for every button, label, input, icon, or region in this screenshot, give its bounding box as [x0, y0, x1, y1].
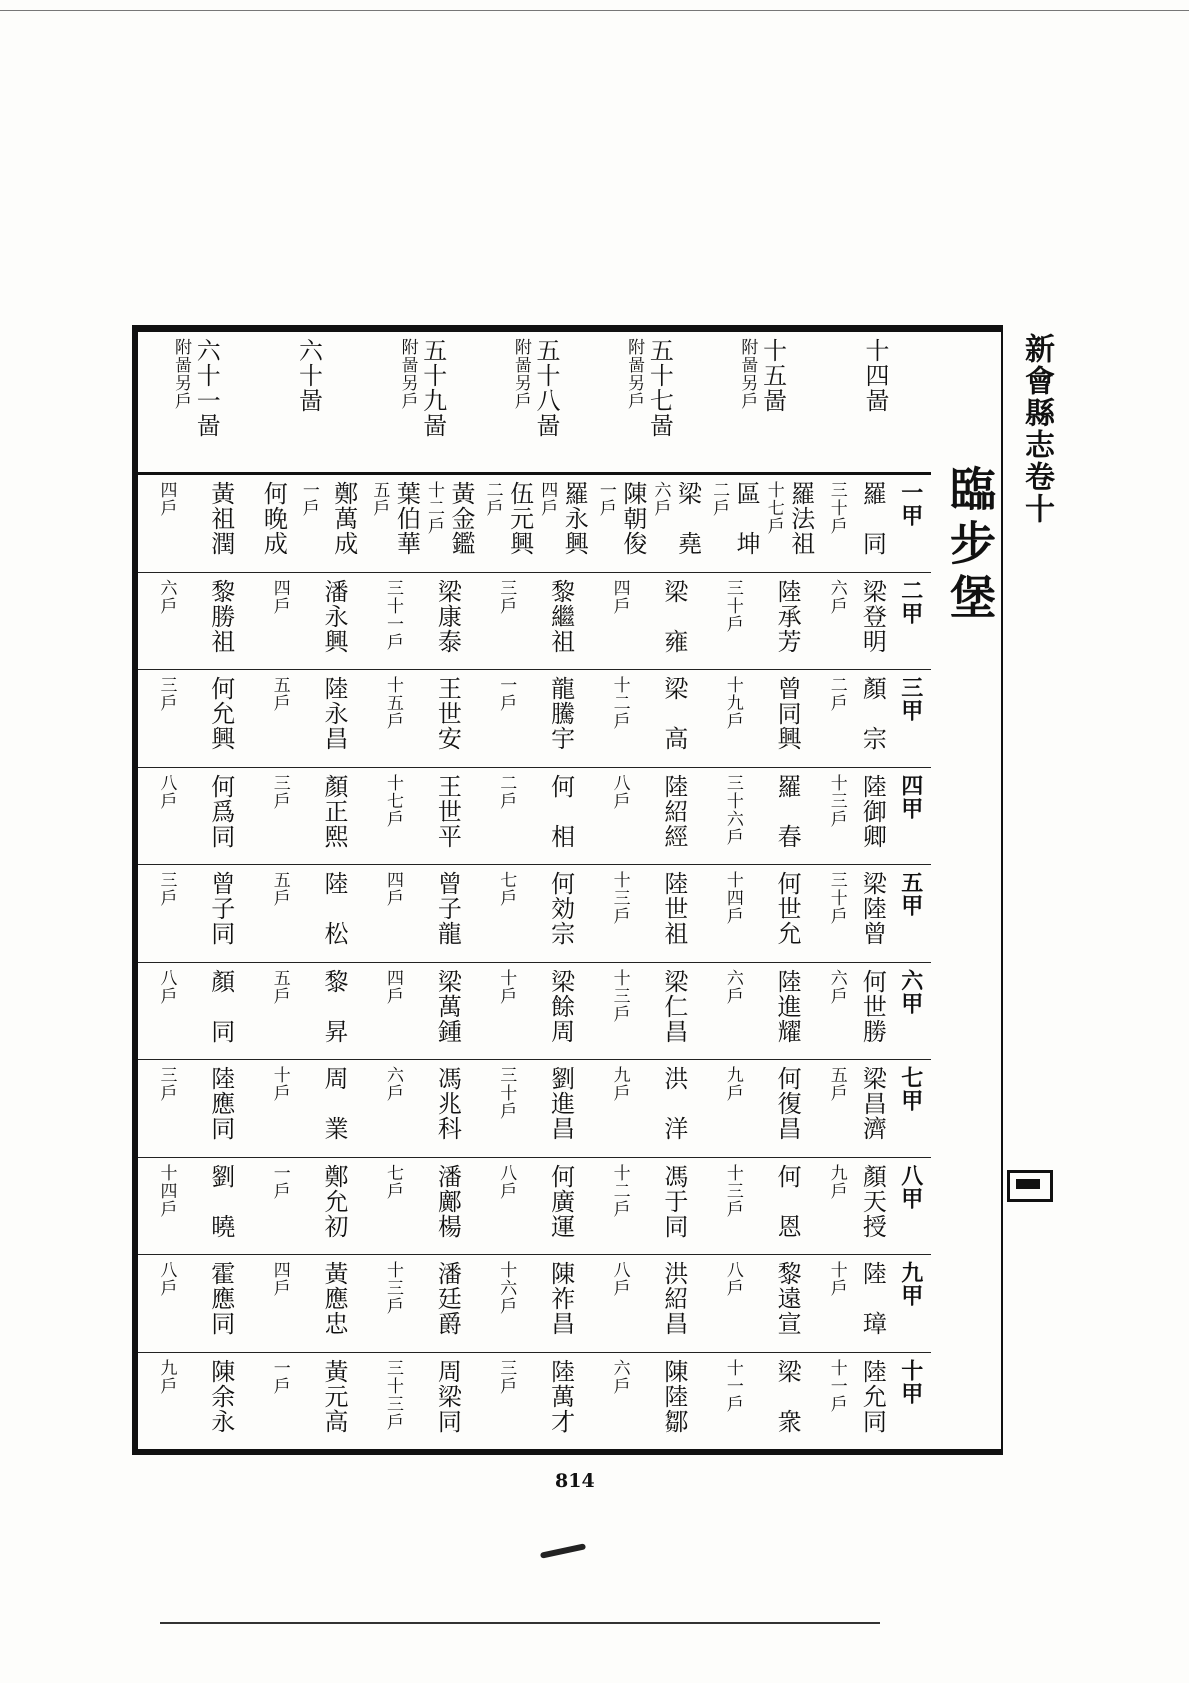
- register-cell: [365, 865, 478, 962]
- register-cell: [704, 1158, 817, 1255]
- household-name: 鄭萬成: [329, 481, 358, 556]
- household-count: 四戶: [537, 481, 558, 517]
- household-name: 梁昌濟: [858, 1066, 887, 1141]
- household-count: 三十三戶: [383, 1358, 403, 1431]
- tu-label: 五十八啚: [532, 338, 561, 438]
- household-name: 周梁同: [433, 1358, 462, 1434]
- register-cell: [704, 670, 817, 767]
- register-cell: [818, 1060, 931, 1157]
- household-name: 顏 同: [206, 968, 235, 1044]
- page-title: 臨步堡: [943, 465, 997, 627]
- tu-label: 五十七啚: [645, 338, 674, 438]
- household-count: 一戶: [269, 1358, 290, 1395]
- register-cell: [704, 1255, 817, 1352]
- household-name: 陸進耀: [773, 968, 802, 1044]
- household-name: 陸 璋: [858, 1261, 887, 1336]
- household-count: 六戶: [383, 1066, 403, 1102]
- register-cell: [478, 1060, 591, 1157]
- chapter-head: 新會縣志卷十: [1019, 333, 1054, 525]
- household-name: 何 恩: [773, 1163, 802, 1239]
- household-count: 二戶: [826, 676, 847, 712]
- household-name: 梁康泰: [433, 578, 462, 654]
- margin-band: [1001, 325, 1059, 1455]
- household-count: 一戶: [298, 481, 319, 517]
- register-cell: [365, 670, 478, 767]
- household-name: 黎 昇: [320, 968, 349, 1044]
- register-cell: [138, 1158, 251, 1255]
- household-count: 十五戶: [383, 676, 403, 730]
- register-cell: [591, 865, 704, 962]
- register-cell: [818, 963, 931, 1060]
- jia-label: 六甲: [897, 968, 924, 1015]
- household-count: 十三戶: [722, 1163, 743, 1218]
- header-cell: [591, 332, 704, 472]
- household-name: 陸紹經: [659, 773, 688, 849]
- household-count: 十戶: [496, 968, 517, 1005]
- jia-row: [138, 768, 931, 866]
- jia-label: 三甲: [897, 676, 924, 722]
- household-name: 梁 雍: [659, 578, 688, 654]
- annex-household-name: 何晚成: [259, 481, 288, 556]
- household-name: 何爲同: [206, 773, 235, 849]
- household-name: 潘永興: [320, 578, 349, 654]
- household-name: 何 相: [546, 773, 575, 849]
- top-rule: [0, 10, 1189, 11]
- household-count: 十戶: [269, 1066, 290, 1102]
- jia-row: [138, 475, 931, 573]
- tu-label: 六十啚: [294, 338, 323, 413]
- register-cell: [251, 768, 364, 865]
- jia-label: 十甲: [897, 1358, 924, 1405]
- header-row: [138, 332, 931, 475]
- household-count: 十四戶: [156, 1163, 177, 1218]
- household-count: 一戶: [496, 676, 517, 712]
- household-count: 七戶: [383, 1163, 403, 1200]
- register-cell: [251, 1060, 364, 1157]
- household-name: 羅 春: [773, 773, 802, 849]
- register-cell: [365, 768, 478, 865]
- register-cell: [138, 573, 251, 670]
- household-count: 四戶: [383, 968, 403, 1005]
- household-name: 梁 堯: [673, 481, 702, 556]
- household-name: 羅 同: [858, 481, 887, 556]
- register-cell: [478, 475, 591, 572]
- household-count: 十四戶: [722, 871, 743, 925]
- household-name: 何世勝: [858, 968, 887, 1044]
- register-cell: [591, 670, 704, 767]
- household-count: 四戶: [156, 481, 177, 517]
- register-cell: [138, 475, 251, 572]
- household-name: 陳陸鄒: [659, 1358, 688, 1434]
- household-count: 三戶: [496, 1358, 517, 1395]
- register-cell: [591, 963, 704, 1060]
- household-count: 九戶: [609, 1066, 630, 1102]
- register-cell: [138, 1060, 251, 1157]
- register-cell: [704, 963, 817, 1060]
- household-name: 梁仁昌: [659, 968, 688, 1044]
- register-cell: [478, 1255, 591, 1352]
- register-cell: [251, 475, 364, 572]
- register-cell: [591, 768, 704, 865]
- annex-label: 附啚另戶: [624, 338, 645, 410]
- household-count: 十六戶: [496, 1261, 517, 1315]
- household-name: 顏 宗: [858, 676, 887, 751]
- annex-household-count: 五戶: [369, 481, 390, 517]
- household-name: 洪 洋: [659, 1066, 688, 1141]
- household-name: 梁登明: [858, 578, 887, 654]
- household-name: 梁餘周: [546, 968, 575, 1044]
- household-name: 龍騰宇: [546, 676, 575, 751]
- jia-label: 九甲: [897, 1261, 924, 1307]
- annex-household-name: 伍元興: [505, 481, 534, 556]
- jia-label: 四甲: [897, 773, 924, 820]
- household-name: 黎勝祖: [206, 578, 235, 654]
- household-count: 六戶: [650, 481, 671, 517]
- household-count: 八戶: [156, 968, 177, 1005]
- household-count: 十一戶: [826, 1358, 847, 1413]
- household-count: 六戶: [826, 578, 847, 615]
- household-count: 三十戶: [496, 1066, 517, 1120]
- household-count: 六戶: [722, 968, 743, 1005]
- household-name: 陸應同: [206, 1066, 235, 1141]
- header-cell: [704, 332, 817, 472]
- household-name: 潘廷爵: [433, 1261, 462, 1336]
- household-count: 九戶: [156, 1358, 177, 1395]
- register-cell: [251, 865, 364, 962]
- household-name: 黃金鑑: [446, 481, 475, 556]
- household-count: 三戶: [156, 871, 177, 907]
- annex-label: 附啚另戶: [171, 338, 191, 410]
- edge-marker-icon: [1007, 1170, 1053, 1202]
- register-cell: [478, 573, 591, 670]
- household-count: 五戶: [269, 968, 290, 1005]
- household-name: 潘鄺楊: [433, 1163, 462, 1239]
- household-name: 陸承芳: [773, 578, 802, 654]
- register-cell: [251, 1353, 364, 1450]
- jia-label: 二甲: [897, 578, 924, 625]
- household-name: 梁萬鍾: [433, 968, 462, 1044]
- jia-row: [138, 865, 931, 963]
- household-name: 何世允: [773, 871, 802, 946]
- household-count: 十一戶: [722, 1358, 743, 1413]
- register-cell: [138, 1255, 251, 1352]
- household-name: 曾子龍: [433, 871, 462, 946]
- household-count: 四戶: [269, 578, 290, 615]
- household-count: 十三戶: [826, 773, 847, 828]
- household-count: 三十戶: [826, 871, 847, 925]
- jia-label: 一甲: [897, 481, 924, 527]
- bottom-rule: [160, 1622, 880, 1624]
- household-count: 三戶: [496, 578, 517, 615]
- jia-row: [138, 1353, 931, 1450]
- annex-household-count: 一戶: [595, 481, 616, 517]
- household-name: 顏正熙: [320, 773, 349, 849]
- register-cell: [818, 865, 931, 962]
- household-count: 六戶: [609, 1358, 630, 1395]
- household-name: 何允興: [206, 676, 235, 751]
- household-count: 八戶: [722, 1261, 743, 1297]
- header-cell: [365, 332, 478, 472]
- register-cell: [591, 475, 704, 572]
- household-name: 黃應忠: [320, 1261, 349, 1336]
- register-cell: [478, 963, 591, 1060]
- register-cell: [704, 865, 817, 962]
- household-count: 三十戶: [826, 481, 847, 535]
- household-name: 陸萬才: [546, 1358, 575, 1434]
- household-count: 六戶: [826, 968, 847, 1005]
- register-cell: [365, 573, 478, 670]
- household-count: 五戶: [269, 871, 290, 907]
- household-name: 羅法祖: [786, 481, 815, 556]
- register-cell: [138, 963, 251, 1060]
- register-cell: [704, 768, 817, 865]
- annex-label: 附啚另戶: [510, 338, 531, 410]
- household-count: 十七戶: [763, 481, 784, 535]
- register-cell: [591, 1353, 704, 1450]
- household-name: 曾同興: [773, 676, 802, 751]
- household-count: 四戶: [383, 871, 403, 907]
- register-cell: [251, 1158, 364, 1255]
- register-cell: [251, 670, 364, 767]
- register-cell: [818, 573, 931, 670]
- annex-household-name: 陳朝俊: [618, 481, 647, 556]
- household-count: 三戶: [156, 676, 177, 712]
- household-count: 一戶: [269, 1163, 290, 1200]
- header-cell: [818, 332, 931, 472]
- household-count: 八戶: [156, 1261, 177, 1297]
- annex-household-name: 葉伯華: [392, 481, 421, 556]
- ink-mark: [540, 1543, 586, 1558]
- register-cell: [365, 1060, 478, 1157]
- header-cell: [138, 332, 251, 472]
- household-count: 四戶: [269, 1261, 290, 1297]
- jia-label: 八甲: [897, 1163, 924, 1210]
- annex-household-count: 二戶: [482, 481, 503, 517]
- register-cell: [478, 768, 591, 865]
- household-count: 六戶: [156, 578, 177, 615]
- register-cell: [704, 1353, 817, 1450]
- register-cell: [818, 1353, 931, 1450]
- register-cell: [365, 1158, 478, 1255]
- household-count: 三戶: [269, 773, 290, 810]
- tu-label: 十五啚: [758, 338, 787, 413]
- household-name: 陳祚昌: [546, 1261, 575, 1336]
- household-name: 黃元高: [320, 1358, 349, 1434]
- household-count: 十二戶: [609, 1163, 630, 1218]
- household-count: 十二戶: [423, 481, 444, 535]
- register-cell: [818, 1158, 931, 1255]
- household-register-table: [132, 325, 1059, 1455]
- register-cell: [251, 573, 364, 670]
- household-count: 十戶: [826, 1261, 847, 1297]
- household-name: 顏天授: [858, 1163, 887, 1239]
- household-count: 九戶: [826, 1163, 847, 1200]
- page-number: 814: [555, 1470, 595, 1492]
- register-cell: [138, 1353, 251, 1450]
- jia-row: [138, 670, 931, 768]
- tu-label: 十四啚: [860, 338, 889, 413]
- household-name: 陳余永: [206, 1358, 235, 1434]
- household-count: 九戶: [722, 1066, 743, 1102]
- register-cell: [478, 1158, 591, 1255]
- household-name: 霍應同: [206, 1261, 235, 1336]
- register-cell: [591, 1255, 704, 1352]
- register-cell: [478, 670, 591, 767]
- register-cell: [365, 963, 478, 1060]
- household-count: 八戶: [156, 773, 177, 810]
- register-cell: [365, 475, 478, 572]
- annex-label: 附啚另戶: [737, 338, 758, 410]
- register-cell: [365, 1353, 478, 1450]
- jia-label: 七甲: [897, 1066, 924, 1112]
- header-cell: [478, 332, 591, 472]
- household-name: 黃祖潤: [206, 481, 235, 556]
- register-cell: [251, 1255, 364, 1352]
- register-cell: [138, 865, 251, 962]
- household-count: 八戶: [609, 1261, 630, 1297]
- header-cell: [251, 332, 364, 472]
- register-cell: [704, 573, 817, 670]
- household-name: 陸允同: [858, 1358, 887, 1434]
- household-count: 三十六戶: [722, 773, 743, 846]
- register-cell: [138, 768, 251, 865]
- household-count: 三戶: [156, 1066, 177, 1102]
- household-count: 五戶: [269, 676, 290, 712]
- household-name: 梁 衆: [773, 1358, 802, 1434]
- annex-label: 附啚另戶: [397, 338, 418, 410]
- tu-label: 六十一啚: [192, 338, 221, 438]
- household-count: 十三戶: [383, 1261, 403, 1315]
- register-cell: [704, 475, 817, 572]
- register-cell: [478, 1353, 591, 1450]
- household-name: 鄭允初: [320, 1163, 349, 1239]
- household-count: 三十戶: [722, 578, 743, 633]
- household-name: 何効宗: [546, 871, 575, 946]
- jia-row: [138, 1060, 931, 1158]
- household-name: 陸世祖: [659, 871, 688, 946]
- household-name: 王世平: [433, 773, 462, 849]
- household-name: 馮兆科: [433, 1066, 462, 1141]
- register-cell: [818, 475, 931, 572]
- register-cell: [818, 670, 931, 767]
- household-count: 八戶: [496, 1163, 517, 1200]
- register-cell: [704, 1060, 817, 1157]
- annex-household-name: 區 坤: [732, 481, 761, 556]
- household-count: 八戶: [609, 773, 630, 810]
- register-cell: [591, 573, 704, 670]
- register-cell: [818, 1255, 931, 1352]
- household-name: 何復昌: [773, 1066, 802, 1141]
- household-name: 黎遠宣: [773, 1261, 802, 1336]
- tu-label: 五十九啚: [418, 338, 447, 438]
- household-name: 馮于同: [659, 1163, 688, 1239]
- household-name: 曾子同: [206, 871, 235, 946]
- household-name: 洪紹昌: [659, 1261, 688, 1336]
- register-cell: [591, 1158, 704, 1255]
- jia-row: [138, 1255, 931, 1353]
- household-name: 王世安: [433, 676, 462, 751]
- household-name: 梁陸曾: [858, 871, 887, 946]
- annex-household-count: 二戶: [709, 481, 730, 517]
- household-name: 羅永興: [560, 481, 589, 556]
- household-name: 陸永昌: [320, 676, 349, 751]
- household-count: 十七戶: [383, 773, 403, 828]
- register-cell: [365, 1255, 478, 1352]
- household-count: 十九戶: [722, 676, 743, 730]
- jia-row: [138, 573, 931, 671]
- household-name: 陸 松: [320, 871, 349, 946]
- household-count: 五戶: [826, 1066, 847, 1102]
- household-name: 周 業: [320, 1066, 349, 1141]
- register-grid: [138, 332, 931, 1449]
- household-name: 劉 曉: [206, 1163, 235, 1239]
- household-count: 十二戶: [609, 676, 630, 730]
- household-name: 陸御卿: [858, 773, 887, 849]
- household-count: 七戶: [496, 871, 517, 907]
- jia-row: [138, 1158, 931, 1256]
- household-count: 四戶: [609, 578, 630, 615]
- jia-row: [138, 963, 931, 1061]
- household-count: 十三戶: [609, 871, 630, 925]
- register-cell: [591, 1060, 704, 1157]
- household-name: 何廣運: [546, 1163, 575, 1239]
- register-cell: [138, 670, 251, 767]
- household-count: 二戶: [496, 773, 517, 810]
- register-cell: [478, 865, 591, 962]
- register-cell: [251, 963, 364, 1060]
- household-count: 十三戶: [609, 968, 630, 1023]
- household-name: 劉進昌: [546, 1066, 575, 1141]
- jia-label: 五甲: [897, 871, 924, 917]
- household-count: 三十一戶: [383, 578, 403, 651]
- household-name: 梁 高: [659, 676, 688, 751]
- register-cell: [818, 768, 931, 865]
- household-name: 黎繼祖: [546, 578, 575, 654]
